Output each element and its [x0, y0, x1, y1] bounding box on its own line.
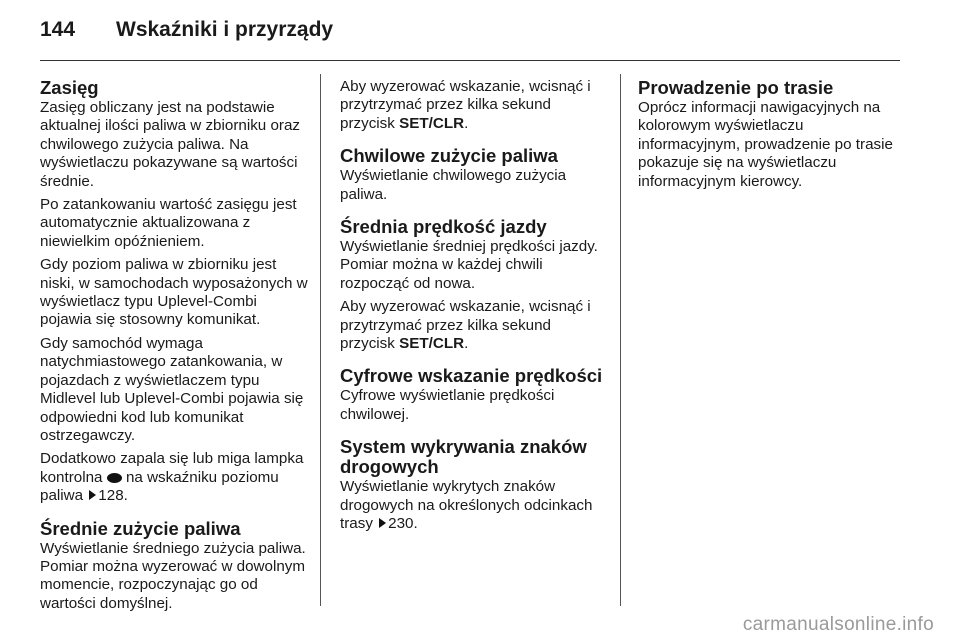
section-prowadzenie	[638, 78, 900, 191]
page-reference-arrow-icon	[379, 518, 386, 528]
section-srednie-zuzycie	[40, 519, 308, 614]
paragraph: Cyfrowe wyświetlanie prędkości chwilowej.	[340, 387, 555, 423]
page-header	[40, 18, 900, 58]
column-2	[340, 78, 608, 547]
section-znaki	[340, 437, 608, 533]
fuel-warning-lamp-icon	[107, 473, 122, 483]
text: Aby wyzerować wskazanie, wcisnąć i przytrzymać przez kilka sekund przycisk	[340, 78, 591, 132]
page-number: 144	[40, 18, 76, 41]
section-reset	[340, 78, 608, 133]
paragraph	[340, 478, 608, 533]
column-divider-1	[320, 74, 321, 606]
paragraph: Gdy samochód wymaga natychmiastowego zatankowania, w pojazdach z wyświetlaczem typu Midlevel lub Uplevel-Combi pojawia się odpowiedni kod lub komunikat ostrzegawczy.	[40, 334, 304, 444]
paragraph	[340, 78, 608, 133]
paragraph: Wyświetlanie średniego zużycia paliwa. Pomiar można wyzerować w dowolnym momencie, rozpoczynając go od wartości domyślnej.	[40, 539, 306, 612]
text: na wskaźniku poziomu paliwa	[40, 468, 279, 505]
section-chwilowe	[340, 146, 608, 204]
section-heading: Cyfrowe wskazanie prędkości	[340, 365, 603, 387]
header-divider	[40, 60, 900, 61]
section-heading: Zasięg	[40, 77, 99, 98]
paragraph	[40, 450, 308, 505]
paragraph: Oprócz informacji nawigacyjnych na kolorowym wyświetlaczu informacyjnym, prowadzenie po trasie pokazuje się na wyświetlaczu informacyjnym kierowcy.	[638, 99, 893, 190]
paragraph: Zasięg obliczany jest na podstawie aktualnej ilości paliwa w zbiorniku oraz chwilowego zużycia paliwa. Na wyświetlaczu pokazywane są wartości średnie.	[40, 99, 300, 190]
column-3	[638, 78, 900, 204]
section-srednia-predkosc	[340, 217, 608, 353]
button-name: SET/CLR	[399, 335, 465, 353]
text: Wyświetlanie wykrytych znaków drogowych na określonych odcinkach trasy	[340, 478, 593, 533]
watermark: carmanualsonline.info	[742, 614, 934, 635]
column-divider-2	[620, 74, 621, 606]
section-heading: Chwilowe zużycie paliwa	[340, 145, 558, 167]
page-reference[interactable]: 128.	[98, 487, 128, 505]
page-reference-arrow-icon	[89, 490, 96, 500]
page-title: Wskaźniki i przyrządy	[116, 18, 334, 41]
paragraph: Wyświetlanie średniej prędkości jazdy. Pomiar można w każdej chwili rozpocząć od nowa.	[340, 238, 598, 292]
section-heading: Średnia prędkość jazdy	[340, 216, 547, 238]
text: .	[464, 335, 469, 353]
paragraph: Gdy poziom paliwa w zbiorniku jest niski, w samochodach wyposażonych w wyświetlacz typu Uplevel-Combi pojawia się stosowny komunikat.	[40, 256, 308, 329]
section-cyfrowe	[340, 366, 608, 424]
text: .	[464, 114, 469, 132]
button-name: SET/CLR	[399, 114, 465, 132]
column-1	[40, 78, 308, 626]
paragraph: Wyświetlanie chwilowego zużycia paliwa.	[340, 167, 567, 203]
paragraph: Po zatankowaniu wartość zasięgu jest automatycznie aktualizowana z niewielkim opóźnieniem.	[40, 196, 297, 250]
section-heading: System wykrywania znaków drogowych	[340, 436, 587, 478]
section-heading: Średnie zużycie paliwa	[40, 517, 241, 539]
text: Dodatkowo zapala się lub miga lampka kontrolna	[40, 450, 304, 486]
section-zasieg	[40, 78, 308, 506]
paragraph	[340, 298, 608, 353]
section-heading: Prowadzenie po trasie	[638, 77, 834, 98]
text: Aby wyzerować wskazanie, wcisnąć i przytrzymać przez kilka sekund przycisk	[340, 298, 591, 353]
page-reference[interactable]: 230.	[388, 515, 418, 533]
